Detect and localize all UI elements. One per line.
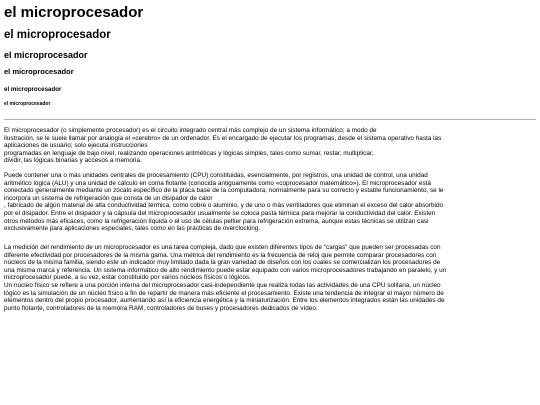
paragraph-definition [4,127,536,165]
text-line: aritmético lógica (ALU) y una unidad de cálculo en coma flotante (conocida antiguamente como «coprocesador matemático»). El microprocesador está [4,179,431,187]
text-line: dividir, las lógicas binarias y accesos a memoria. [4,157,142,165]
text-line: programadas en lenguaje de bajo nivel, realizando operaciones aritméticas y lógicas simples, tales como sumar, restar, multiplicar, [4,149,374,157]
text-line: una misma marca y referencia. Un sistema informático de alto rendimiento puede estar equipado con varios microprocesadores trabajando en paralelo, y un [4,266,447,274]
text-line: incorpora un sistema de refrigeración que consta de un disipador de calor [4,194,213,202]
text-line: elementos dentro del propio procesador, aumentando así la eficiencia energética y la miniaturización. Entre los elementos integrados están las unidades de [4,297,445,305]
text-line: Puede contener una o más unidades centrales de procesamiento (CPU) constituidas, esencialmente, por registros, una unidad de control, una unidad [4,172,428,179]
text-line: otros métodos más eficaces, como la refrigeración líquida o el uso de células peltier para refrigeración extrema, aunque estas técnicas se utilizan casi [4,217,429,225]
text-line: lógico es la simulación de un núcleo físico a fin de repartir de manera más eficiente el procesamiento. Existe una tendencia de integrar el mayor número de [4,289,444,297]
text-line: aplicaciones de usuario; solo ejecuta instrucciones [4,142,148,150]
text-line: El microprocesador (o simplemente procesador) es el circuito integrado central más complejo de un sistema informático; a modo de [4,127,377,134]
text-line: , fabricado de algún material de alta conductividad térmica, como cobre o aluminio, y de uno o más ventiladores que eliminan el exceso del calor absorbido [4,202,444,210]
heading-level-6: el microprocesador [4,101,51,107]
text-line: exclusivamente para aplicaciones especiales, tales como en las prácticas de overclocking. [4,225,261,233]
heading-level-4: el microprocesador [4,67,74,76]
text-line: microprocesador puede, a su vez, estar constituido por varios núcleos físicos o lógicos. [4,274,251,282]
text-line: conectado generalmente mediante un zócalo específico de la placa base de la computadora; normalmente para su correcto y estable funcionamiento, se le [4,187,444,195]
paragraph-performance [4,244,536,312]
text-line: Un núcleo físico se refiere a una porción interna del microprocesador casi-independiente que realiza todas las actividades de una CPU solitaria, un núcleo [4,281,441,289]
text-line: diferente efectividad por procesadores de la misma gama. Una métrica del rendimiento es la frecuencia de reloj que permite comparar procesadores con [4,251,437,259]
heading-level-5: el microprocesador [4,86,62,93]
horizontal-rule [4,119,536,120]
heading-level-2: el microprocesador [4,29,111,41]
text-line: por el disipador. Entre el disipador y la cápsula del microprocesador usualmente se coloca pasta térmica para mejorar la conductividad del calor. Existen [4,209,436,217]
text-line: ilustración, se le suele llamar por analogía el «cerebro» de un ordenador. Es el encargado de ejecutar los programas, desde el sistema operativo hasta las [4,134,442,142]
heading-level-1: el microprocesador [4,4,144,21]
paragraph-components [4,172,536,233]
heading-level-3: el microprocesador [4,50,88,60]
text-line: La medición del rendimiento de un microprocesador es una tarea compleja, dado que existen diferentes tipos de "cargas" que pueden ser procesadas con [4,244,441,251]
text-line: punto flotante, controladores de la memoria RAM, controladores de buses y procesadores dedicados de vídeo. [4,304,318,312]
text-line: núcleos de la misma familia, siendo este un indicador muy limitado dada la gran variedad de diseños con los cuales se comercializan los procesadores de [4,259,441,267]
